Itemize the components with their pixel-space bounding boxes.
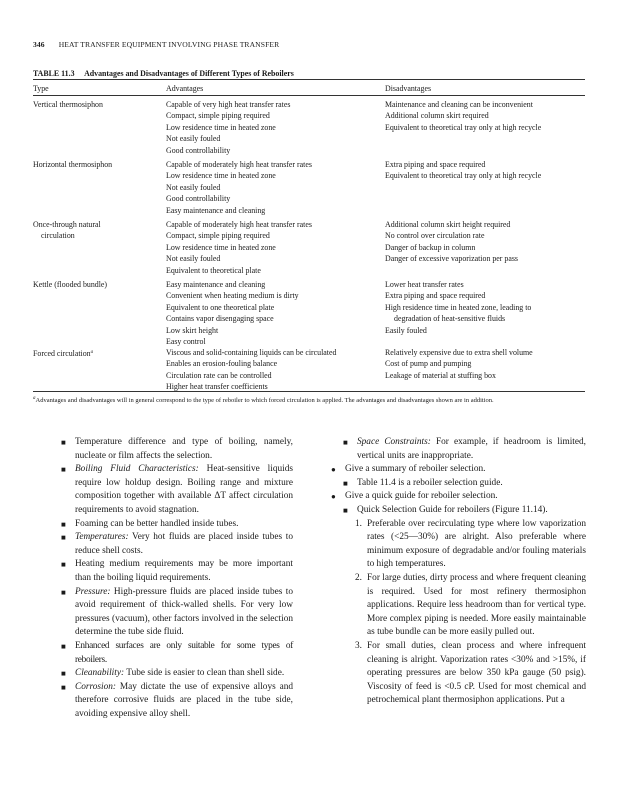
item-text: Temperature difference and type of boiling, namely, nucleate or film affects the selection.: [75, 437, 293, 461]
list-item: [61, 436, 293, 463]
type-line: Kettle (flooded bundle): [33, 280, 108, 289]
item-text: Very hot fluids are placed inside tubes to reduce shell costs.: [75, 532, 293, 556]
square-bullet-icon: ■: [343, 478, 348, 488]
footnote-mark: a: [33, 396, 36, 401]
square-bullet-icon: ■: [61, 519, 66, 529]
col-header-disadvantages: Disadvantages: [385, 84, 432, 93]
table-top-rule: [33, 79, 585, 80]
disadvantage-line: Additional column skirt height required: [385, 220, 511, 229]
col-header-advantages: Advantages: [166, 84, 204, 93]
advantage-line: Low residence time in heated zone: [166, 122, 276, 132]
disadvantage-line: Equivalent to theoretical tray only at high recycle: [385, 122, 542, 132]
advantage-line: Circulation rate can be controlled: [166, 370, 272, 380]
item-text: Give a quick guide for reboiler selection.: [345, 491, 498, 502]
square-bullet-icon: ■: [61, 560, 66, 570]
disadvantage-line: Extra piping and space required: [385, 160, 486, 169]
advantage-line: Higher heat transfer coefficients: [166, 382, 268, 392]
table-bottom-rule: [33, 391, 585, 392]
round-bullet-icon: ●: [331, 492, 336, 502]
list-item: [343, 504, 586, 518]
item-text: Foaming can be better handled inside tubes.: [75, 518, 239, 529]
type-line: Horizontal thermosiphon: [33, 160, 113, 169]
advantage-line: Compact, simple piping required: [166, 111, 270, 121]
advantage-line: Equivalent to one theoretical plate: [166, 302, 275, 312]
disadvantage-line: Easily fouled: [385, 325, 427, 335]
item-lead: Cleanability:: [75, 668, 125, 679]
disadvantage-line: Cost of pump and pumping: [385, 359, 472, 369]
advantage-line: Contains vapor disengaging space: [166, 314, 274, 324]
item-lead: Space Constraints:: [357, 437, 431, 447]
disadvantage-line: Additional column skirt required: [385, 111, 489, 121]
row-forced-disadvantages: [385, 347, 533, 381]
advantage-line: Equivalent to theoretical plate: [166, 265, 261, 275]
list-item: [61, 640, 293, 667]
item-text: Heating medium requirements may be more important than the boiling liquid requirements.: [75, 559, 293, 583]
item-text: Tube side is easier to clean than shell side.: [126, 668, 285, 679]
list-item: [61, 558, 293, 585]
right-column: [331, 436, 586, 708]
square-bullet-icon: ■: [61, 641, 66, 651]
square-bullet-icon: ■: [61, 682, 66, 692]
square-bullet-icon: ■: [61, 587, 66, 597]
list-item: [61, 463, 293, 517]
item-number: 3.: [355, 640, 362, 651]
advantage-line: Not easily fouled: [166, 134, 221, 144]
table-footnote: [33, 394, 585, 405]
row-forced-advantages: [166, 347, 336, 393]
list-item: [61, 518, 293, 532]
numbered-item: [355, 518, 586, 572]
item-number: 1.: [355, 518, 362, 529]
type-line: circulation: [41, 231, 75, 241]
row-horizontal-advantages: [166, 159, 312, 216]
item-text: High-pressure fluids are placed inside tubes to avoid requirement of thick-walled shells. For very low pressures (vacuum), other factors involved in the selection determine the tube side fluid.: [75, 586, 293, 638]
disadvantage-line: No control over circulation rate: [385, 231, 485, 241]
advantage-line: Easy control: [166, 337, 206, 347]
square-bullet-icon: ■: [343, 438, 348, 447]
advantage-line: Good controllability: [166, 194, 231, 204]
item-number: 2.: [355, 572, 362, 583]
row-horizontal-disadvantages: [385, 159, 541, 182]
row-once-through-advantages: [166, 219, 312, 276]
disadvantage-line: Danger of excessive vaporization per pass: [385, 254, 518, 264]
left-column: [61, 436, 293, 721]
row-once-through-disadvantages: [385, 219, 518, 265]
disadvantage-line: Relatively expensive due to extra shell volume: [385, 348, 533, 357]
advantage-line: Capable of moderately high heat transfer rates: [166, 220, 312, 229]
disadvantage-line: Leakage of material at stuffing box: [385, 370, 496, 380]
table-caption: Advantages and Disadvantages of Different Types of Reboilers: [84, 69, 294, 78]
list-item: [61, 681, 293, 722]
item-text: Heat-sensitive liquids require low holdup design. Boiling range and mixture composition together with available ΔT affect circulation requirements to avoid stagnation.: [75, 464, 293, 515]
advantage-line: Capable of very high heat transfer rates: [166, 100, 291, 109]
item-lead: Temperatures:: [75, 532, 129, 543]
advantage-line: Easy maintenance and cleaning: [166, 280, 266, 289]
item-text: For small duties, clean process and where infrequent cleaning is alright. Vaporization rates <30% and >15%, if operating pressures are below 350 kPa gauge (50 psig). Viscosity of feed is <0.5 cP. Used for most chemical and petrochemical plant thermosiphon applications. Put a: [367, 640, 586, 706]
item-text: May dictate the use of expensive alloys and therefore corrosive fluids are placed in the tube side, avoiding expensive alloy shell.: [75, 681, 294, 719]
row-kettle-disadvantages: [385, 279, 531, 336]
row-kettle-advantages: [166, 279, 299, 347]
footnote-mark: a: [90, 350, 94, 355]
item-lead: Pressure:: [75, 586, 111, 597]
advantage-line: Low skirt height: [166, 325, 219, 335]
disadvantage-line: Danger of backup in column: [385, 242, 476, 252]
table-title: [33, 69, 294, 78]
list-item: [331, 490, 586, 504]
advantage-line: Viscous and solid-containing liquids can be circulated: [166, 348, 337, 357]
row-vertical-type: [33, 99, 103, 110]
disadvantage-line: Lower heat transfer rates: [385, 280, 464, 289]
table-header-rule: [33, 95, 585, 96]
row-horizontal-type: [33, 159, 112, 170]
item-text: For large duties, dirty process and where frequent cleaning is required. Used for most refinery thermosiphon applications. Require less headroom than for vertical type. More complex piping is needed. More easily maintainable as tube bundle can be more easily pulled out.: [367, 572, 586, 638]
advantage-line: Convenient when heating medium is dirty: [166, 291, 299, 301]
disadvantage-line: High residence time in heated zone, leading to: [385, 302, 532, 312]
advantage-line: Easy maintenance and cleaning: [166, 205, 266, 215]
square-bullet-icon: ■: [343, 505, 348, 515]
row-vertical-disadvantages: [385, 99, 541, 133]
item-text: For example, if headroom is limited, vertical units are inappropriate.: [357, 437, 586, 461]
disadvantage-line: Maintenance and cleaning can be inconvenient: [385, 100, 533, 109]
footnote-text: Advantages and disadvantages will in general correspond to the type of reboiler to which forced circulation is applied. The advantages and disadvantages shown are in addition.: [35, 397, 494, 404]
list-item: [343, 477, 586, 491]
item-text: Give a summary of reboiler selection.: [345, 464, 486, 475]
advantage-line: Good controllability: [166, 145, 231, 155]
running-title: HEAT TRANSFER EQUIPMENT INVOLVING PHASE TRANSFER: [58, 40, 280, 49]
list-item: [61, 531, 293, 558]
type-line: Once-through natural: [33, 220, 101, 229]
disadvantage-line: Extra piping and space required: [385, 291, 486, 301]
running-header: [33, 40, 279, 49]
disadvantage-line: Equivalent to theoretical tray only at high recycle: [385, 171, 542, 181]
type-line: Forced circulation: [33, 349, 91, 358]
item-lead: Boiling Fluid Characteristics:: [75, 464, 199, 475]
square-bullet-icon: ■: [61, 465, 66, 475]
round-bullet-icon: ●: [331, 465, 336, 475]
type-line: Vertical thermosiphon: [33, 100, 103, 109]
list-item: [331, 463, 586, 477]
list-item: [343, 436, 586, 463]
list-item: [61, 586, 293, 640]
row-once-through-type: [33, 219, 101, 242]
row-forced-type: [33, 347, 93, 359]
square-bullet-icon: ■: [61, 669, 66, 679]
item-text: Table 11.4 is a reboiler selection guide.: [357, 477, 503, 488]
item-text: Preferable over recirculating type where low vaporization rates (<25—30%) are alright. Also preferable where minimum exposure of degradable and/or fouling materials to high temperatures.: [367, 518, 586, 570]
advantage-line: Not easily fouled: [166, 254, 221, 264]
row-vertical-advantages: [166, 99, 290, 156]
advantage-line: Low residence time in heated zone: [166, 242, 276, 252]
col-header-type: Type: [33, 84, 49, 93]
disadvantage-line: degradation of heat-sensitive fluids: [394, 314, 506, 324]
item-text: Enhanced surfaces are only suitable for some types of reboilers.: [75, 640, 293, 665]
advantage-line: Capable of moderately high heat transfer rates: [166, 160, 312, 169]
numbered-item: [355, 640, 586, 708]
advantage-line: Low residence time in heated zone: [166, 171, 276, 181]
advantage-line: Compact, simple piping required: [166, 231, 270, 241]
row-kettle-type: [33, 279, 107, 290]
advantage-line: Enables an erosion-fouling balance: [166, 359, 278, 369]
numbered-item: [355, 572, 586, 640]
square-bullet-icon: ■: [61, 533, 66, 543]
table-label: TABLE 11.3: [33, 69, 75, 78]
item-lead: Corrosion:: [75, 681, 116, 692]
advantage-line: Not easily fouled: [166, 182, 221, 192]
item-text: Quick Selection Guide for reboilers (Figure 11.14).: [357, 504, 548, 515]
page-number: 346: [33, 40, 45, 49]
list-item: [61, 667, 293, 681]
square-bullet-icon: ■: [61, 438, 66, 447]
